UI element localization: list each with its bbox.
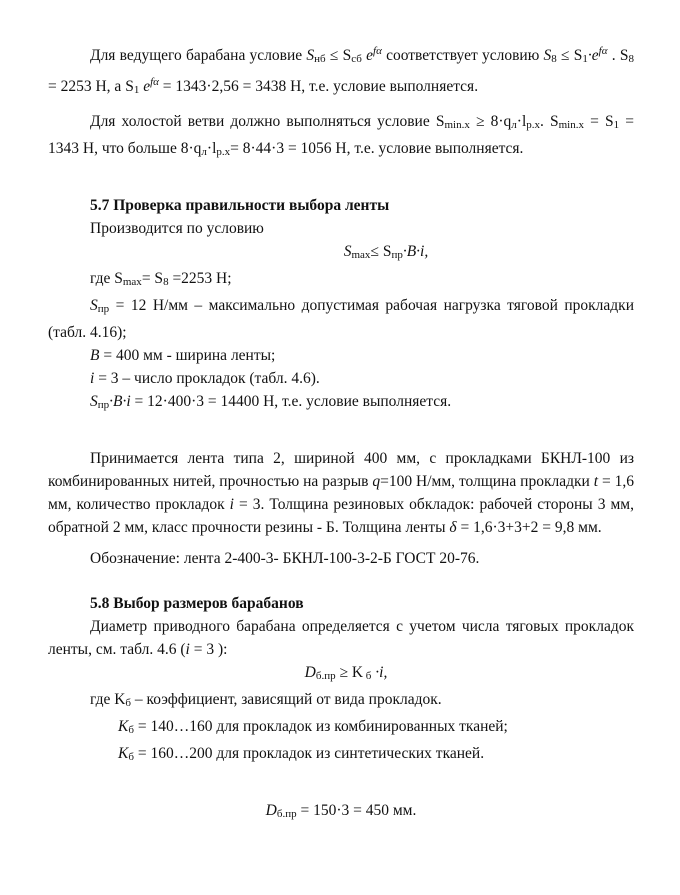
subscript: б (363, 670, 372, 682)
text: = 160…200 для прокладок из синтетических тканей. (133, 745, 485, 762)
document-page (48, 40, 634, 826)
formula-var: B (90, 347, 100, 364)
formula-var: ·i, (371, 664, 388, 681)
section-heading-5-8: 5.8 Выбор размеров барабанов (90, 595, 304, 612)
spacer (48, 164, 634, 194)
subscript: 8 (551, 53, 557, 65)
text: = 1,6·3+3+2 = 9,8 мм. (456, 519, 602, 536)
formula-var: t (593, 473, 599, 490)
formula-var: K (118, 718, 129, 735)
formula-var: i (229, 496, 234, 513)
spacer (48, 570, 634, 592)
text: соответствует условию (381, 47, 544, 64)
formula-var: i (185, 641, 190, 658)
subscript: б (128, 751, 134, 763)
formula-var: ·B·i, (402, 243, 429, 260)
formula-var: e (139, 78, 151, 95)
definition-belt-width (48, 344, 634, 367)
formula-var: δ (449, 519, 457, 536)
text: Диаметр приводного барабана определяется с учетом числа тяговых прокладок ленты, см. табл. 4.6 ( (48, 618, 634, 658)
text: = 8·44·3 = 1056 Н, т.е. условие выполняется. (230, 140, 524, 157)
section-5-7-intro: Производится по условию (90, 220, 264, 237)
subscript: min.x (444, 119, 470, 131)
definition-spr (48, 294, 634, 344)
subscript: 8 (163, 276, 169, 288)
text: = 2253 Н, а S (48, 78, 134, 95)
formula-var: q (372, 473, 381, 490)
subscript: л (511, 119, 517, 131)
text: Принимается лента типа 2, шириной 400 мм, с прокладками БКНЛ-100 из комбинированных нитей, прочностью на разрыв (48, 450, 634, 490)
superscript: fα (373, 45, 382, 57)
where-smax (48, 267, 634, 294)
text: = 400 мм - ширина ленты; (99, 347, 276, 364)
text: = 12 Н/мм – максимально допустимая рабочая нагрузка тяговой прокладки (табл. 4.16); (48, 297, 634, 341)
paragraph-belt-selection (48, 447, 634, 539)
formula-var: i (90, 370, 95, 387)
formula-var: D (265, 802, 277, 819)
text: = 3. Толщина резиновых обкладок: рабочей стороны 3 мм, обратной 2 мм, класс прочности резины - Б. Толщина ленты (48, 496, 634, 536)
text: =100 Н/мм, толщина прокладки (380, 473, 594, 490)
text: ·l (516, 113, 527, 130)
text: – коэффициент, зависящий от вида прокладок. (131, 691, 442, 708)
text: где S (90, 270, 123, 287)
kb-combined-fabrics (48, 715, 634, 742)
formula-var: S (343, 243, 352, 260)
belt-designation: Обозначение: лента 2-400-3- БКНЛ-100-3-2-Б ГОСТ 20-76. (90, 550, 480, 567)
formula-var: e (361, 47, 374, 64)
formula-text: ≤ S (325, 47, 352, 64)
subscript: пр (391, 249, 403, 261)
subscript: 8 (628, 53, 634, 65)
formula-text: ≤ S (556, 47, 583, 64)
subscript: min.x (558, 119, 584, 131)
spacer (48, 769, 634, 799)
text: = S (584, 113, 614, 130)
text: = S (141, 270, 164, 287)
kb-synthetic-fabrics (48, 742, 634, 769)
definition-ply-count (48, 367, 634, 390)
formula-var: S (543, 47, 552, 64)
text: . S (607, 47, 629, 64)
formula-drum-diameter (48, 661, 634, 688)
text: Для холостой ветви должно выполняться условие S (90, 113, 445, 130)
text: где K (90, 691, 126, 708)
result-drum-diameter (48, 799, 634, 826)
subscript: p.x (526, 119, 540, 131)
text: = 1343·2,56 = 3438 Н, т.е. условие выполняется. (158, 78, 479, 95)
superscript: fα (150, 76, 159, 88)
formula-var: S (306, 47, 315, 64)
text: ·l (206, 140, 217, 157)
text: =2253 Н; (168, 270, 232, 287)
subscript: б.пр (276, 808, 297, 820)
text: = 140…160 для прокладок из комбинированных тканей; (133, 718, 508, 735)
text: = 1343 Н, что больше 8·q (48, 113, 634, 157)
subscript: пр (97, 399, 110, 411)
superscript: fα (598, 45, 608, 57)
subscript: б.пр (315, 670, 336, 682)
subscript: л (201, 146, 207, 158)
subscript: 1 (133, 84, 140, 96)
where-kb (48, 688, 634, 715)
formula-text: ≥ K (335, 664, 364, 681)
subscript: нб (314, 53, 326, 65)
text: ≥ 8·q (469, 113, 512, 130)
text: = 150·3 = 450 мм. (296, 802, 417, 819)
text: Для ведущего барабана условие (90, 47, 307, 64)
paragraph-idle-branch-condition (48, 110, 634, 164)
section-5-8-intro (48, 615, 634, 661)
formula-var: S (90, 297, 98, 314)
text: = 3 – число прокладок (табл. 4.6). (94, 370, 320, 387)
subscript: сб (351, 53, 362, 65)
paragraph-drive-drum-condition (48, 40, 634, 102)
subscript: пр (97, 303, 110, 315)
formula-var: ·B·i (109, 393, 131, 410)
formula-var: S (90, 393, 98, 410)
subscript: max (122, 276, 142, 288)
formula-var: ·e (587, 47, 599, 64)
subscript: 1 (613, 119, 620, 131)
subscript: 1 (582, 53, 588, 65)
calculation-belt-load (48, 390, 634, 417)
text: . S (540, 113, 559, 130)
formula-var: K (118, 745, 129, 762)
text: = 3 ): (189, 641, 228, 658)
subscript: б (128, 724, 134, 736)
text: = 1,6 мм, количество прокладок (48, 473, 634, 513)
formula-text: ≤ S (370, 243, 392, 260)
subscript: б (125, 697, 132, 709)
subscript: max (351, 249, 371, 261)
subscript: p.x (216, 146, 231, 158)
spacer (48, 417, 634, 447)
section-heading-5-7: 5.7 Проверка правильности выбора ленты (90, 197, 390, 214)
text: = 12·400·3 = 14400 Н, т.е. условие выполняется. (130, 393, 452, 410)
formula-belt-check (48, 240, 634, 267)
formula-var: D (304, 664, 316, 681)
